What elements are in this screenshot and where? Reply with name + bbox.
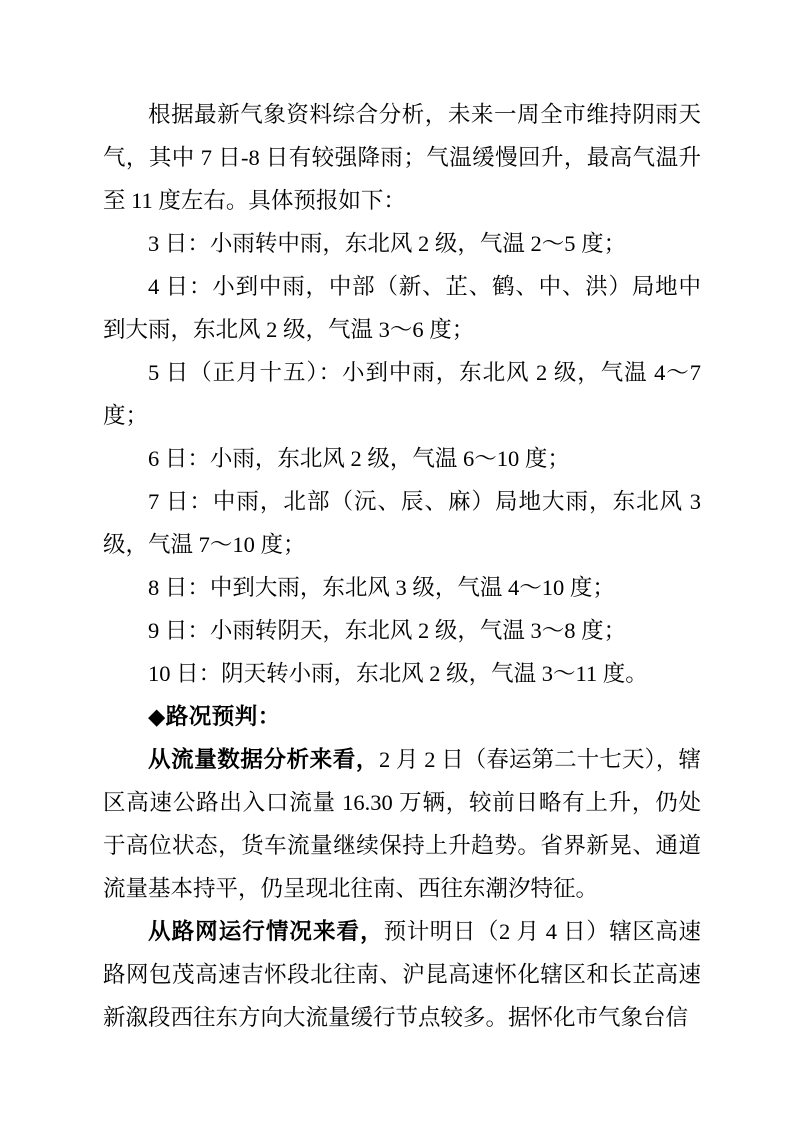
forecast-day-8: 8 日：中到大雨，东北风 3 级，气温 4～10 度； xyxy=(148,575,615,600)
forecast-day-3: 3 日：小雨转中雨，东北风 2 级，气温 2～5 度； xyxy=(148,231,627,256)
forecast-day-10: 10 日：阴天转小雨，东北风 2 级，气温 3～11 度。 xyxy=(148,661,648,686)
forecast-day-5: 5 日（正月十五）：小到中雨，东北风 2 级，气温 4～7 度； xyxy=(103,360,701,428)
road-forecast-heading xyxy=(103,695,701,738)
road-network-text: 预计明日（2 月 4 日）辖区高速路网包茂高速吉怀段北往南、沪昆高速怀化辖区和长芷高速新溆段西往东方向大流量缓行节点较多。据怀化市气象台信 xyxy=(103,919,701,1030)
forecast-day-7: 7 日：中雨，北部（沅、辰、麻）局地大雨，东北风 3 级，气温 7～10 度； xyxy=(103,489,701,557)
traffic-flow-text: 2 月 2 日（春运第二十七天），辖区高速公路出入口流量 16.30 万辆，较前日略有上升，仍处于高位状态，货车流量继续保持上升趋势。省界新晃、通道流量基本持平，仍呈现北往南、西往东潮汐特征。 xyxy=(103,747,701,901)
forecast-day-9: 9 日：小雨转阴天，东北风 2 级，气温 3～8 度； xyxy=(148,618,627,643)
road-forecast-heading-text: ◆路况预判： xyxy=(148,704,281,729)
forecast-day-4: 4 日：小到中雨，中部（新、芷、鹤、中、洪）局地中到大雨，东北风 2 级，气温 3～6 度； xyxy=(103,274,701,342)
forecast-day-6: 6 日：小雨，东北风 2 级，气温 6～10 度； xyxy=(148,446,570,471)
traffic-flow-paragraph xyxy=(103,738,701,910)
traffic-flow-lead: 从流量数据分析来看， xyxy=(148,747,379,772)
road-network-paragraph xyxy=(103,910,701,1039)
weather-intro-paragraph: 根据最新气象资料综合分析，未来一周全市维持阴雨天气，其中 7 日-8 日有较强降雨；气温缓慢回升，最高气温升至 11 度左右。具体预报如下： xyxy=(103,102,701,213)
road-network-lead: 从路网运行情况来看， xyxy=(148,919,384,944)
